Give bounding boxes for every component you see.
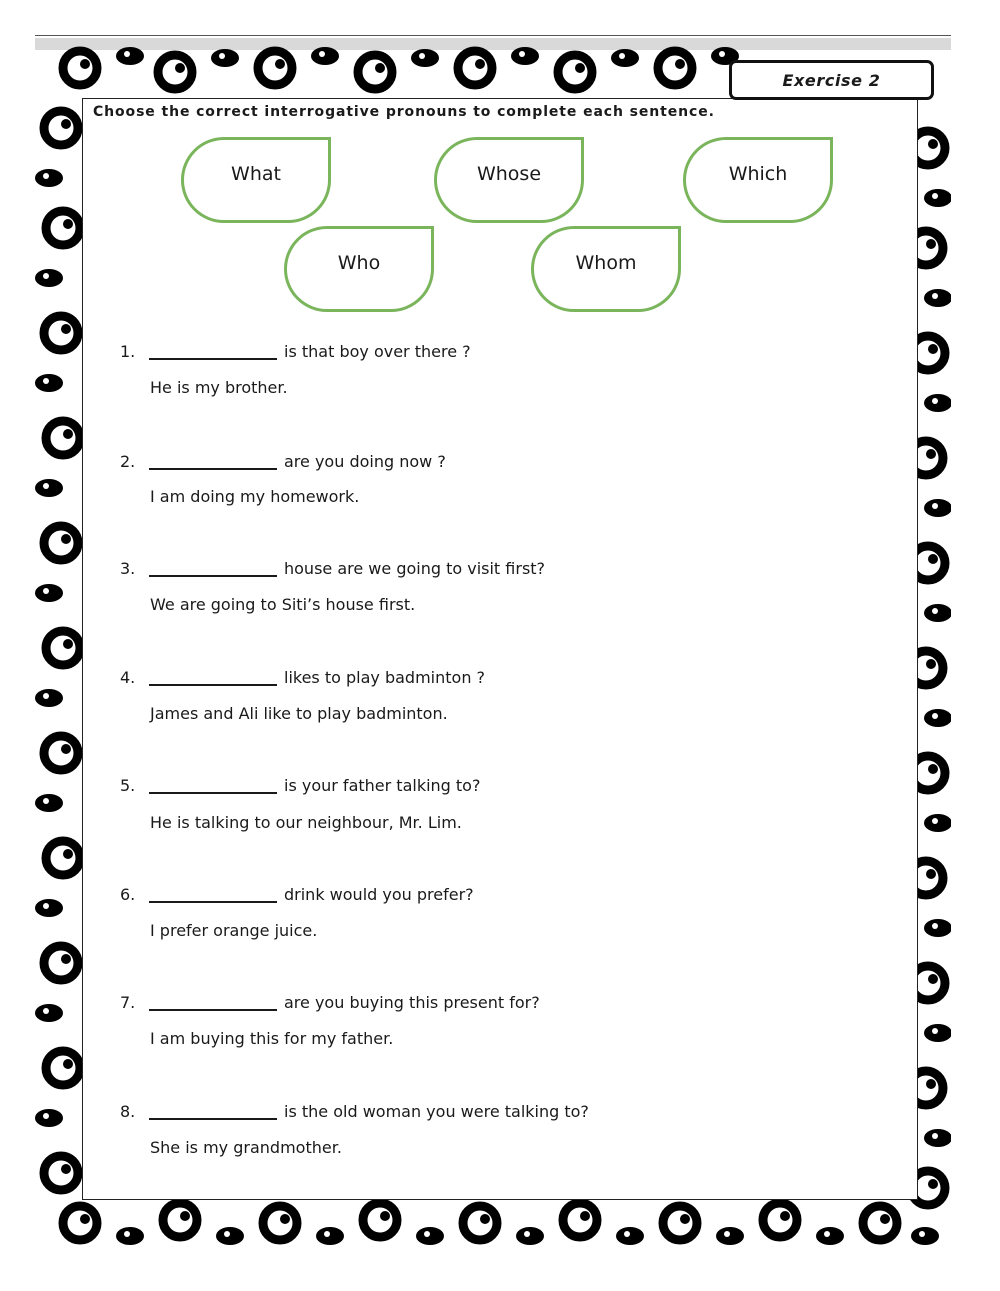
answer-blank[interactable]: [149, 358, 277, 360]
answer-blank[interactable]: [149, 684, 277, 686]
question-text: is your father talking to?: [284, 776, 481, 795]
question-text: is the old woman you were talking to?: [284, 1102, 589, 1121]
question-number: 8.: [120, 1102, 136, 1121]
top-rule: [35, 35, 951, 36]
answer-sentence: He is my brother.: [150, 378, 288, 397]
exercise-label: Exercise 2: [729, 60, 934, 100]
question-number: 1.: [120, 342, 136, 361]
word-bubble-whose: Whose: [434, 137, 584, 223]
answer-blank[interactable]: [149, 901, 277, 903]
word-bubble-what: What: [181, 137, 331, 223]
question-text: are you buying this present for?: [284, 993, 540, 1012]
word-bubble-who: Who: [284, 226, 434, 312]
answer-sentence: She is my grandmother.: [150, 1138, 342, 1157]
question-number: 4.: [120, 668, 136, 687]
answer-blank[interactable]: [149, 468, 277, 470]
question-text: is that boy over there ?: [284, 342, 471, 361]
answer-sentence: I am buying this for my father.: [150, 1029, 394, 1048]
question-text: drink would you prefer?: [284, 885, 474, 904]
instruction-text: Choose the correct interrogative pronouns to complete each sentence.: [93, 104, 715, 120]
answer-blank[interactable]: [149, 575, 277, 577]
answer-sentence: James and Ali like to play badminton.: [150, 704, 448, 723]
answer-blank[interactable]: [149, 792, 277, 794]
question-text: likes to play badminton ?: [284, 668, 486, 687]
question-number: 3.: [120, 559, 136, 578]
answer-sentence: He is talking to our neighbour, Mr. Lim.: [150, 813, 462, 832]
question-number: 2.: [120, 452, 136, 471]
question-number: 7.: [120, 993, 136, 1012]
question-number: 6.: [120, 885, 136, 904]
word-bubble-which: Which: [683, 137, 833, 223]
answer-sentence: We are going to Siti’s house first.: [150, 595, 416, 614]
word-bubble-whom: Whom: [531, 226, 681, 312]
answer-sentence: I prefer orange juice.: [150, 921, 318, 940]
question-text: house are we going to visit first?: [284, 559, 546, 578]
answer-blank[interactable]: [149, 1009, 277, 1011]
question-number: 5.: [120, 776, 136, 795]
answer-sentence: I am doing my homework.: [150, 487, 360, 506]
answer-blank[interactable]: [149, 1118, 277, 1120]
question-text: are you doing now ?: [284, 452, 446, 471]
